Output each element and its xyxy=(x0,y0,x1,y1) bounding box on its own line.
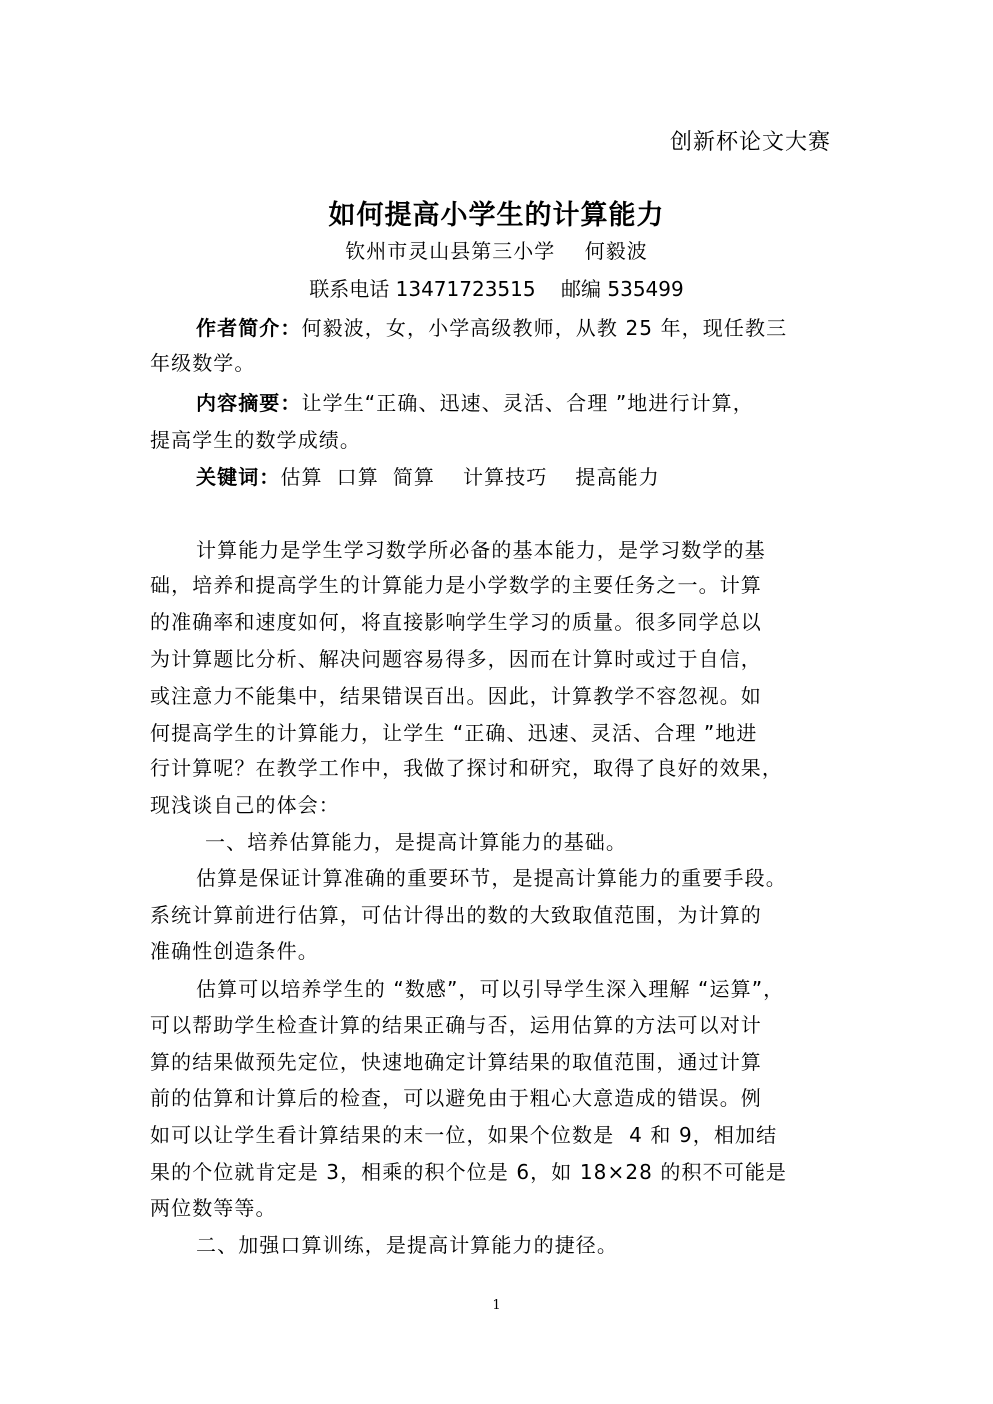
keyword: 提高能力 xyxy=(575,465,660,489)
body-line: 前的估算和计算后的检查，可以避免由于粗心大意造成的错误。例 xyxy=(150,1086,762,1110)
author-intro-line xyxy=(196,312,787,341)
keyword: 计算技巧 xyxy=(463,465,548,489)
section-heading-2: 二、加强口算训练，是提高计算能力的捷径。 xyxy=(196,1233,618,1257)
keyword: 估算 xyxy=(280,465,323,489)
abstract-label: 内容摘要： xyxy=(196,391,302,415)
body-line: 系统计算前进行估算，可估计得出的数的大致取值范围，为计算的 xyxy=(150,903,762,927)
body-line: 现浅谈自己的体会： xyxy=(150,793,340,817)
body-line: 准确性创造条件。 xyxy=(150,939,319,963)
body-line: 如可以让学生看计算结果的末一位，如果个位数是 4 和 9，相加结 xyxy=(150,1123,778,1147)
body-line: 算的结果做预先定位，快速地确定计算结果的取值范围，通过计算 xyxy=(150,1050,762,1074)
author-intro-line-2: 年级数学。 xyxy=(150,351,256,375)
page-number: 1 xyxy=(492,1298,501,1313)
keywords-label: 关键词： xyxy=(196,465,281,489)
author-affiliation: 钦州市灵山县第三小学 何毅波 xyxy=(345,239,648,263)
abstract-line-2: 提高学生的数学成绩。 xyxy=(150,428,361,452)
body-line: 何提高学生的计算能力，让学生 “正确、迅速、灵活、合理 ”地进 xyxy=(150,721,758,745)
abstract-text: 让学生“正确、迅速、灵活、合理 ”地进行计算， xyxy=(301,391,754,415)
contest-header: 创新杯论文大赛 xyxy=(670,130,832,155)
keyword: 口算 xyxy=(336,465,379,489)
contact-info: 联系电话 13471723515 邮编 535499 xyxy=(309,277,684,301)
body-line: 的准确率和速度如何，将直接影响学生学习的质量。很多同学总以 xyxy=(150,610,762,634)
author-intro-label: 作者简介： xyxy=(196,316,302,340)
keywords-line xyxy=(196,461,660,490)
body-line: 可以帮助学生检查计算的结果正确与否，运用估算的方法可以对计 xyxy=(150,1013,762,1037)
paper-title: 如何提高小学生的计算能力 xyxy=(328,200,665,231)
body-line: 或注意力不能集中，结果错误百出。因此，计算教学不容忽视。如 xyxy=(150,684,762,708)
body-line: 础，培养和提高学生的计算能力是小学数学的主要任务之一。计算 xyxy=(150,573,762,597)
keyword: 简算 xyxy=(392,465,436,489)
author-intro-text: 何毅波，女，小学高级教师，从教 25 年，现任教三 xyxy=(301,316,788,340)
body-line: 估算可以培养学生的 “数感”，可以引导学生深入理解 “运算”， xyxy=(196,977,785,1001)
body-line: 行计算呢？在教学工作中，我做了探讨和研究，取得了良好的效果， xyxy=(150,756,783,780)
section-heading-1: 一、培养估算能力，是提高计算能力的基础。 xyxy=(205,830,627,854)
body-line: 果的个位就肯定是 3，相乘的积个位是 6，如 18×28 的积不可能是 xyxy=(150,1160,788,1184)
body-line: 为计算题比分析、解决问题容易得多，因而在计算时或过于自信， xyxy=(150,647,762,671)
body-line: 估算是保证计算准确的重要环节，是提高计算能力的重要手段。 xyxy=(196,866,787,890)
body-line: 两位数等等。 xyxy=(150,1196,277,1220)
abstract-line xyxy=(196,387,754,416)
body-line: 计算能力是学生学习数学所必备的基本能力，是学习数学的基 xyxy=(196,538,766,562)
